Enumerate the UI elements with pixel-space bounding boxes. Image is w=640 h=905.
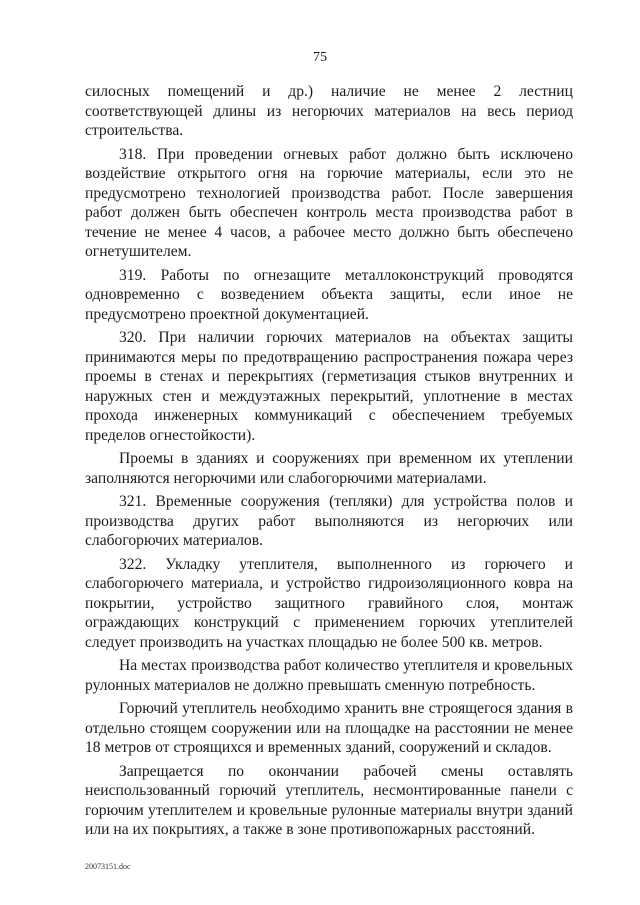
- paragraph-321: 321. Временные сооружения (тепляки) для устройства полов и производства других работ выполняются из негорючих или слабогорючих материалов.: [85, 493, 573, 549]
- paragraph-materials-quantity: На местах производства работ количество утеплителя и кровельных рулонных материалов не должно превышать сменную потребность.: [85, 657, 573, 694]
- paragraph-prohibition: Запрещается по окончании рабочей смены оставлять неиспользованный горючий утеплитель, несмонтированные панели с горючим утеплителем и кровельные рулонные материалы внутри зданий или на их покрытиях, а также в зоне противопожарных расстояний.: [85, 762, 573, 838]
- paragraph-322: 322. Укладку утеплителя, выполненного из горючего и слабогорючего материала, и устройство гидроизоляционного ковра на покрытии, устройство защитного гравийного слоя, монтаж ограждающих конструкций с применением горючих утеплителей следует производить на участках площадью не более 500 кв. метров.: [85, 555, 573, 651]
- paragraph-openings: Проемы в зданиях и сооружениях при временном их утеплении заполняются негорючими или слабогорючими материалами.: [85, 450, 573, 487]
- paragraph-319: 319. Работы по огнезащите металлоконструкций проводятся одновременно с возведением объекта защиты, если иное не предусмотрено проектной документацией.: [85, 266, 573, 323]
- paragraph-318: 318. При проведении огневых работ должно быть исключено воздействие открытого огня на горючие материалы, если это не предусмотрено технологией производства работ. После завершения работ должен быть обеспечен контроль места производства работ в течение не менее 4 часов, а рабочее место должно быть обеспечено огнетушителем.: [85, 145, 573, 260]
- paragraph-320: 320. При наличии горючих материалов на объектах защиты принимаются меры по предотвращению распространения пожара через проемы в стенах и перекрытиях (герметизация стыков внутренних и наружных стен и междуэтажных перекрытий, уплотнение в местах прохода инженерных коммуникаций с обеспечением требуемых пределов огнестойкости).: [85, 329, 573, 444]
- file-name-footer: 20073151.doc: [85, 862, 131, 871]
- page-number: 75: [313, 50, 327, 65]
- paragraph-continuation: силосных помещений и др.) наличие не менее 2 лестниц соответствующей длины из негорючих материалов на весь период строительства.: [85, 83, 573, 139]
- paragraph-insulation-storage: Горючий утеплитель необходимо хранить вне строящегося здания в отдельно стоящем сооружении или на площадке на расстоянии не менее 18 метров от строящихся и временных зданий, сооружений и складов.: [85, 700, 573, 756]
- document-body: [85, 82, 573, 844]
